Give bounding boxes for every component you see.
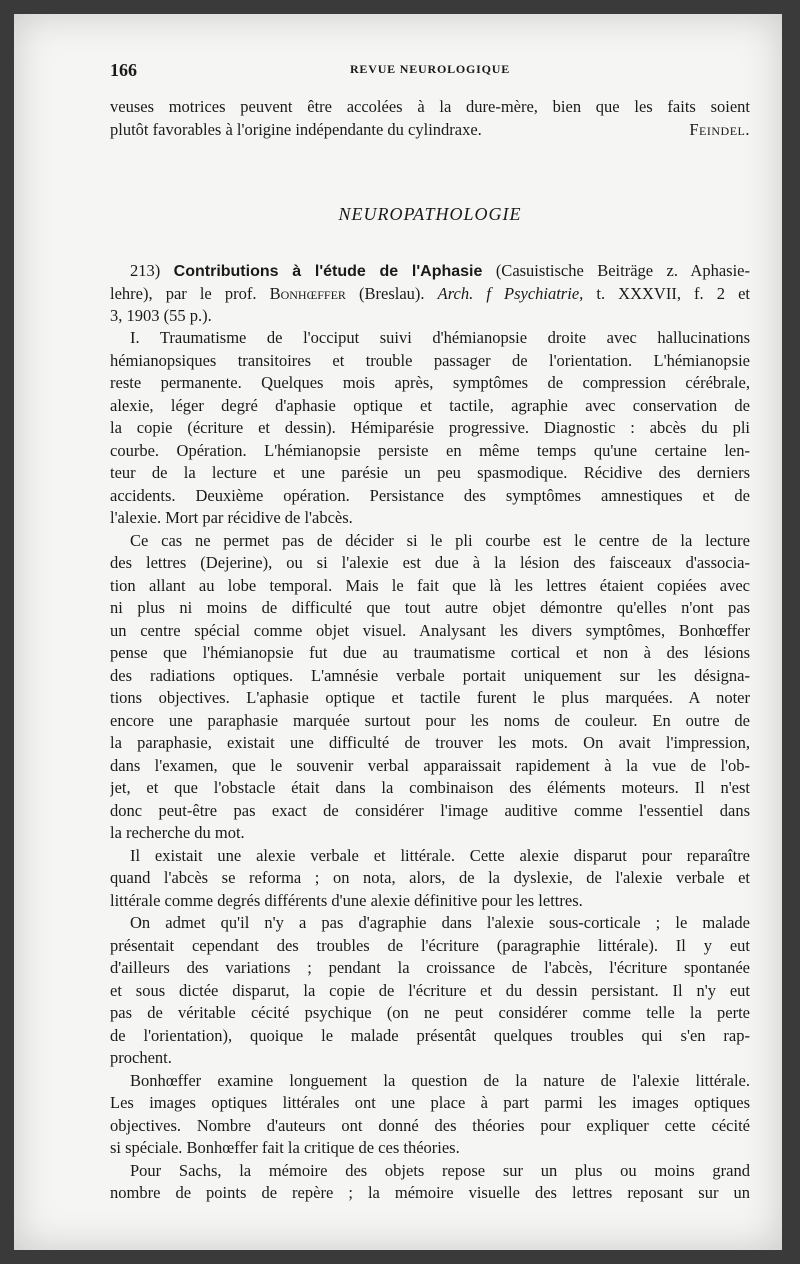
entry-line2-b: (Breslau).	[359, 283, 425, 303]
entry-heading-line-2	[110, 283, 750, 306]
paragraph-5-line-4: si spéciale. Bonhœffer fait la critique de ces théories.	[110, 1138, 460, 1157]
entry-heading	[110, 260, 750, 328]
paragraph-4-line-6: de l'orientation), quoique le malade présentât quelques troubles qui s'en rap-	[110, 1025, 750, 1045]
intro-line-1: veuses motrices peuvent être accolées à la dure-mère, bien que les faits soient	[110, 97, 750, 116]
paragraph-2-line-11: dans l'examen, que le souvenir verbal apparaissait rapidement à la vue de l'ob-	[110, 755, 750, 775]
entry-heading-line-1	[110, 260, 750, 283]
entry-journal: Arch. f Psychiatrie,	[437, 283, 584, 303]
paragraph-3	[110, 845, 750, 913]
intro-line-2-text: plutôt favorables à l'origine indépendante du cylindraxe.	[110, 119, 482, 139]
paragraph-3-line-1: Il existait une alexie verbale et littérale. Cette alexie disparut pour reparaître	[130, 845, 750, 865]
paragraph-2-line-7: des radiations optiques. L'amnésie verbale portait uniquement sur les désigna-	[110, 665, 750, 685]
paragraph-1-line-5: la copie (écriture et dessin). Hémiparésie progressive. Diagnostic : abcès du pli	[110, 418, 750, 437]
paragraph-5-line-2: Les images optiques littérales ont une place à part parmi les images optiques	[110, 1093, 750, 1112]
paragraph-6-line-2: nombre de points de repère ; la mémoire visuelle des lettres reposant sur un	[110, 1183, 750, 1202]
paragraph-1-line-3: reste permanente. Quelques mois après, symptômes de compression cérébrale,	[110, 373, 750, 392]
paragraph-4-line-5: pas de véritable cécité psychique (on ne peut considérer comme telle la perte	[110, 1003, 750, 1022]
entry-number: 213)	[130, 261, 161, 280]
paragraph-2-line-13: donc peut-être pas exact de considérer l'image auditive comme l'essentiel dans	[110, 800, 750, 820]
paragraph-3-line-3: littérale comme degrés différents d'une alexie définitive pour les lettres.	[110, 890, 583, 910]
journal-title: REVUE NEUROLOGIQUE	[349, 62, 511, 76]
paragraph-5	[110, 1070, 750, 1160]
entry-subtitle: (Casuistische Beiträge z. Aphasie-	[495, 261, 750, 280]
paragraph-2-line-12: jet, et que l'obstacle était dans la combinaison des éléments moteurs. Il n'est	[110, 778, 750, 797]
paragraph-1-line-8: accidents. Deuxième opération. Persistance des symptômes amnestiques et de	[110, 485, 750, 505]
entry-author: Bonhœffer	[269, 283, 346, 303]
paragraph-2-line-10: la paraphasie, existait une difficulté de trouver les mots. On avait l'impression,	[110, 733, 750, 752]
paragraph-4-line-2: présentait cependant des troubles de l'écriture (paragraphie littérale). Il y eut	[110, 935, 750, 955]
running-header	[110, 60, 750, 82]
paragraph-2-line-4: ni plus ni moins de difficulté que tout autre objet démontre qu'elles n'ont pas	[110, 598, 750, 617]
paragraph-2-line-3: tion allant au lobe temporal. Mais le fait que là les lettres étaient copiées avec	[110, 575, 750, 595]
paragraph-2-line-1: Ce cas ne permet pas de décider si le pli courbe est le centre de la lecture	[130, 530, 750, 550]
paragraph-2-line-6: pense que l'hémianopsie fut due au traumatisme cortical et non à des lésions	[110, 643, 750, 662]
entry-title: Contributions à l'étude de l'Aphasie	[173, 263, 483, 280]
paragraph-4-line-4: et sous dictée disparut, la copie de l'écriture et du dessin persistant. Il n'y eut	[110, 980, 750, 1000]
paragraph-1-line-2: hémianopsiques transitoires et trouble passager de l'orientation. L'hémianopsie	[110, 350, 750, 370]
entry-line2-a: lehre), par le prof.	[110, 283, 257, 303]
paragraph-3-line-2: quand l'abcès se reforma ; on nota, alors, de la dyslexie, de l'alexie verbale et	[110, 868, 750, 887]
paragraph-1	[110, 327, 750, 530]
author-signature: Feindel.	[689, 119, 750, 139]
paragraph-2-line-9: encore une paraphasie marquée surtout pour les noms de couleur. En outre de	[110, 710, 750, 730]
paragraph-5-line-3: objectives. Nombre d'auteurs ont donné des théories pour expliquer cette cécité	[110, 1115, 750, 1135]
paragraph-1-line-1: I. Traumatisme de l'occiput suivi d'hémianopsie droite avec hallucinations	[130, 328, 750, 347]
paragraph-4-line-3: d'ailleurs des variations ; pendant la croissance de l'abcès, l'écriture spontanée	[110, 958, 750, 977]
paragraph-5-line-1: Bonhœffer examine longuement la question de la nature de l'alexie littérale.	[130, 1070, 750, 1090]
entry-line2-c: t. XXXVII, f. 2 et	[596, 283, 750, 303]
entry-heading-line-3: 3, 1903 (55 p.).	[110, 306, 212, 325]
paragraph-4	[110, 912, 750, 1070]
paragraph-1-line-9: l'alexie. Mort par récidive de l'abcès.	[110, 508, 353, 527]
section-title: NEUROPATHOLOGIE	[338, 204, 522, 224]
paragraph-1-line-4: alexie, léger degré d'aphasie optique et tactile, agraphie avec conservation de	[110, 395, 750, 415]
paragraph-6	[110, 1160, 750, 1205]
paragraph-6-line-1: Pour Sachs, la mémoire des objets repose sur un plus ou moins grand	[130, 1160, 750, 1180]
paragraph-1-line-7: teur de la lecture et une parésie un peu spasmodique. Récidive des derniers	[110, 463, 750, 482]
page-number: 166	[110, 60, 137, 80]
paragraph-2-line-14: la recherche du mot.	[110, 823, 245, 842]
paragraph-2	[110, 530, 750, 845]
paragraph-1-line-6: courbe. Opération. L'hémianopsie persiste en même temps qu'une certaine len-	[110, 440, 750, 460]
paragraph-4-line-1: On admet qu'il n'y a pas d'agraphie dans l'alexie sous-corticale ; le malade	[130, 913, 750, 932]
body-text	[110, 327, 750, 1205]
paragraph-2-line-2: des lettres (Dejerine), ou si l'alexie est due à la lésion des faisceaux d'associa-	[110, 553, 750, 572]
intro-line-2	[110, 119, 750, 142]
paragraph-2-line-8: tions objectives. L'aphasie optique et tactile furent le plus marquées. A noter	[110, 688, 750, 707]
paragraph-2-line-5: un centre spécial comme objet visuel. Analysant les divers symptômes, Bonhœffer	[110, 620, 750, 640]
paragraph-4-line-7: prochent.	[110, 1048, 172, 1067]
intro-paragraph	[110, 96, 750, 141]
